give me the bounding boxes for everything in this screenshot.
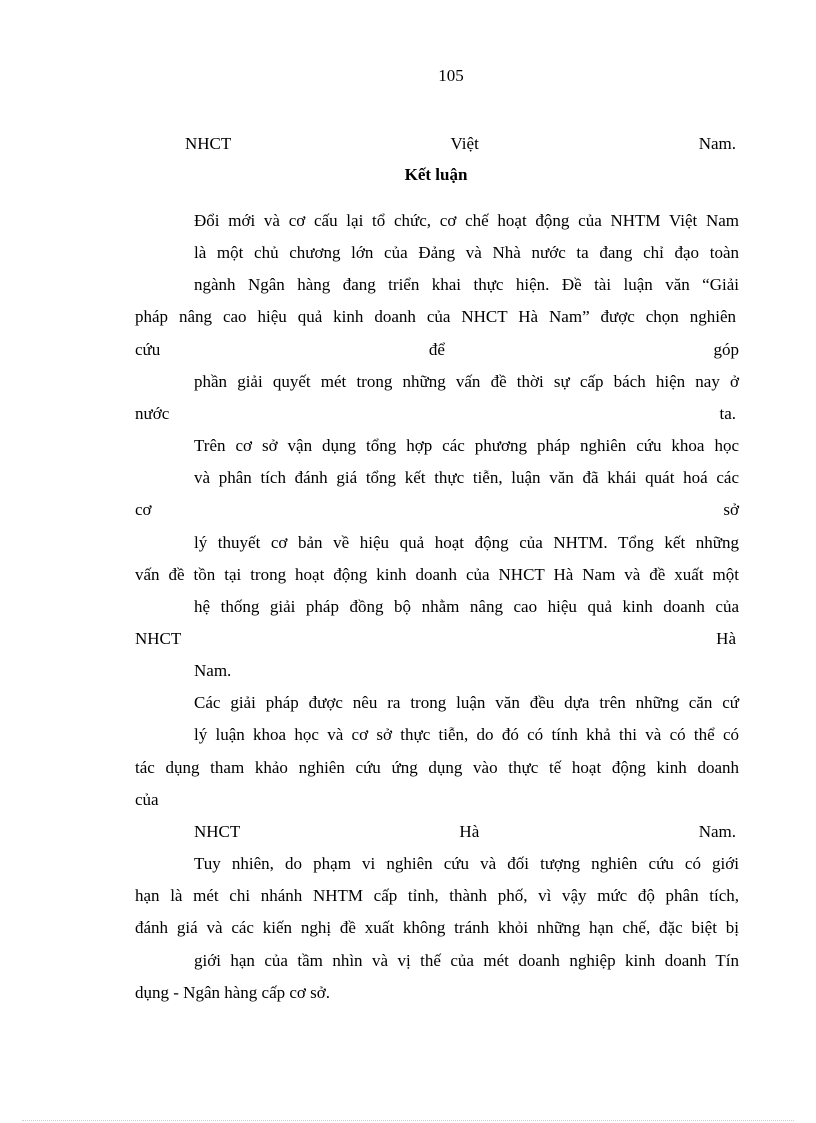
body-line: nước ta. <box>135 404 736 423</box>
body-line: là một chủ chương lớn của Đảng và Nhà nước ta đang chỉ đạo toàn <box>194 243 739 262</box>
body-line: hệ thống giải pháp đồng bộ nhằm nâng cao hiệu quả kinh doanh của <box>194 597 739 616</box>
body-line: vấn đề tồn tại trong hoạt động kinh doanh của NHCT Hà Nam và đề xuất một <box>135 565 739 584</box>
body-line: pháp nâng cao hiệu quả kinh doanh của NHCT Hà Nam” được chọn nghiên <box>135 307 736 326</box>
body-line: của <box>135 790 159 809</box>
body-line: ngành Ngân hàng đang triển khai thực hiện. Đề tài luận văn “Giải <box>194 275 739 294</box>
body-line: Nam. <box>194 661 232 680</box>
body-line: lý luận khoa học và cơ sở thực tiễn, do đó có tính khả thi và có thể có <box>194 725 739 744</box>
body-line: đánh giá và các kiến nghị đề xuất không tránh khỏi những hạn chế, đặc biệt bị <box>135 918 739 937</box>
page-bottom-divider <box>22 1120 794 1121</box>
body-line: và phân tích đánh giá tổng kết thực tiễn, luận văn đã khái quát hoá các <box>194 468 739 487</box>
body-line: Tuy nhiên, do phạm vi nghiên cứu và đối tượng nghiên cứu có giới <box>194 854 739 873</box>
body-line: lý thuyết cơ bản về hiệu quả hoạt động của NHTM. Tổng kết những <box>194 533 739 552</box>
body-line: giới hạn của tầm nhìn và vị thế của mét doanh nghiệp kinh doanh Tín <box>194 951 739 970</box>
body-line: hạn là mét chi nhánh NHTM cấp tỉnh, thành phố, vì vậy mức độ phân tích, <box>135 886 739 905</box>
body-line: NHCT Hà Nam. <box>194 822 736 841</box>
body-line: cứu để góp <box>135 340 739 359</box>
body-line: Trên cơ sở vận dụng tổng hợp các phương pháp nghiên cứu khoa học <box>194 436 739 455</box>
page-number: 105 <box>438 66 464 85</box>
section-heading: Kết luận <box>404 165 468 184</box>
body-line: cơ sở <box>135 500 739 519</box>
body-line: dụng - Ngân hàng cấp cơ sở. <box>135 983 331 1002</box>
body-line: Đổi mới và cơ cấu lại tổ chức, cơ chế hoạt động của NHTM Việt Nam <box>194 211 739 230</box>
body-line: Các giải pháp được nêu ra trong luận văn đều dựa trên những căn cứ <box>194 693 739 712</box>
body-line: NHCT Hà <box>135 629 736 648</box>
body-line: NHCT Việt Nam. <box>185 134 736 153</box>
body-line: tác dụng tham khảo nghiên cứu ứng dụng vào thực tế hoạt động kinh doanh <box>135 758 739 777</box>
body-line: phần giải quyết mét trong những vấn đề thời sự cấp bách hiện nay ở <box>194 372 739 391</box>
